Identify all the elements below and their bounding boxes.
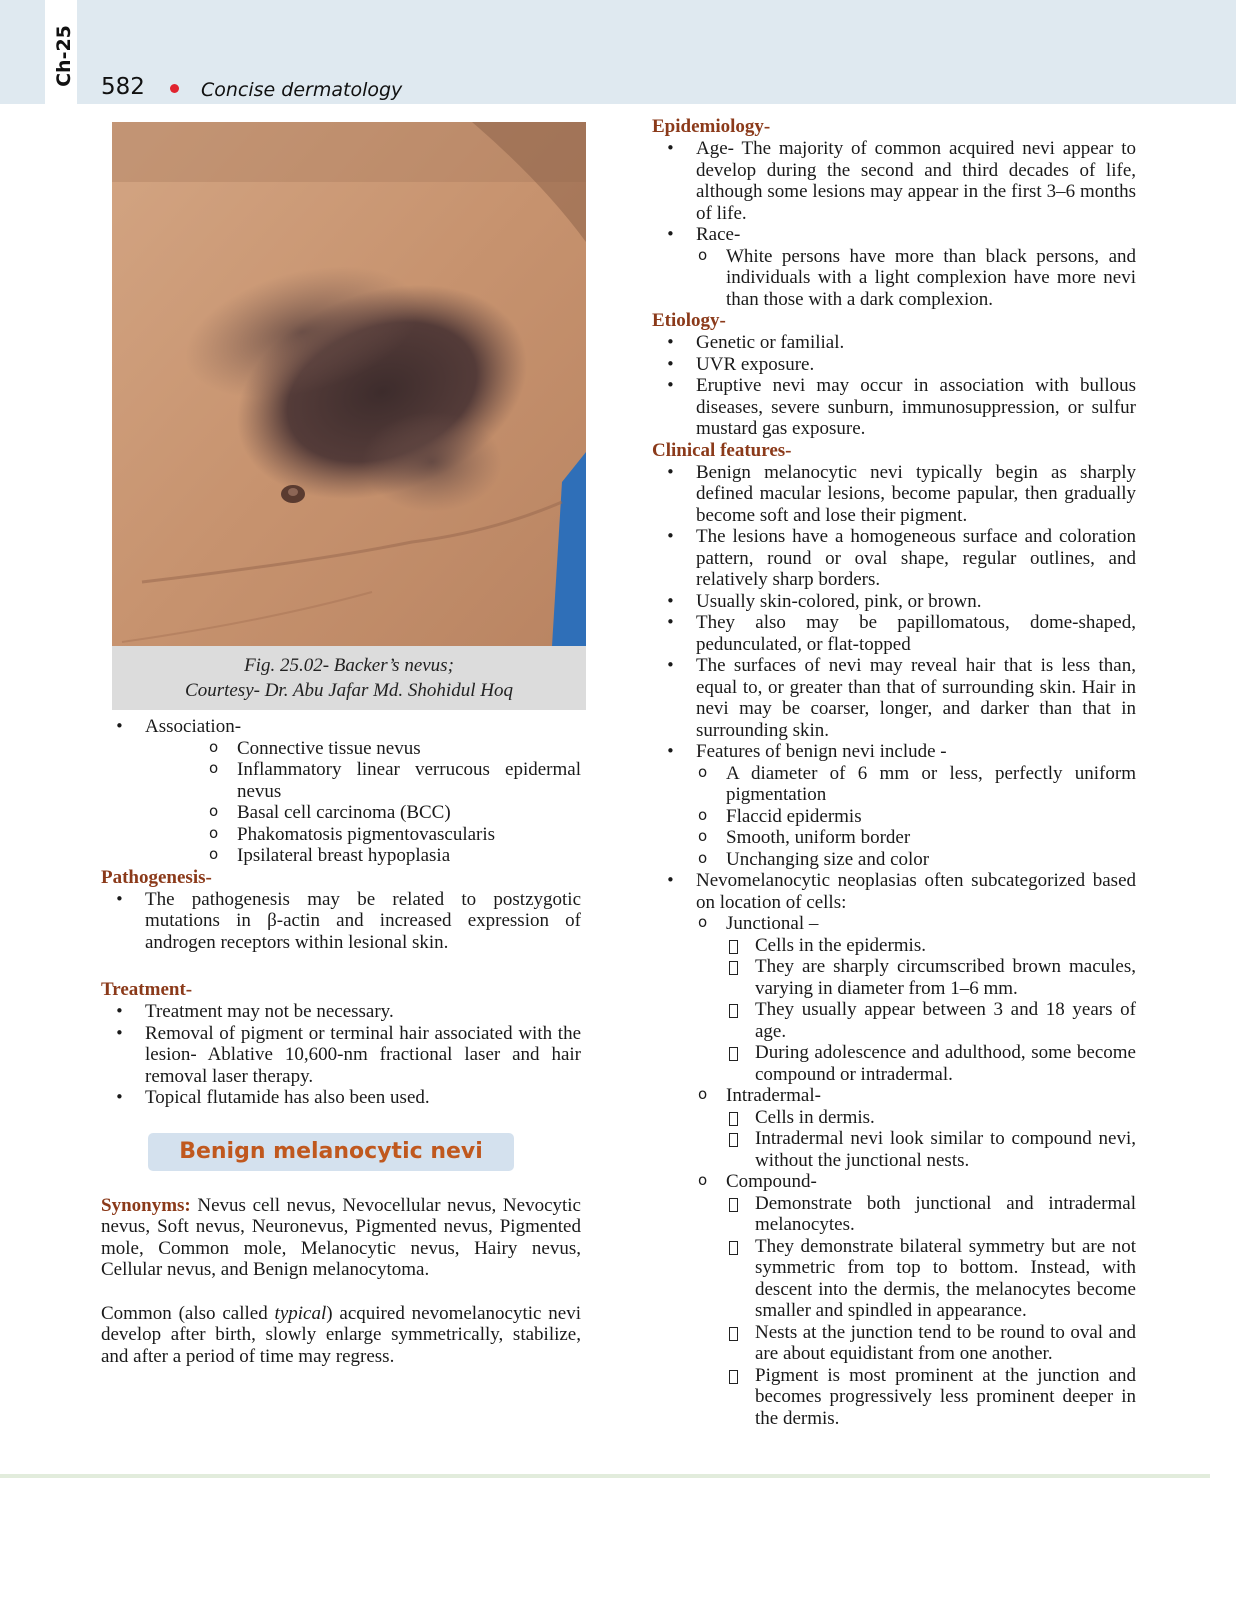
junctional-label: Junctional – bbox=[726, 913, 819, 934]
race-sublist bbox=[696, 246, 1136, 311]
clinical-features-list bbox=[652, 462, 1136, 1430]
list-item: o Phakomatosis pigmentovascularis bbox=[207, 824, 581, 846]
list-item: They are sharply circumscribed brown macules, varying in diameter from 1–6 mm. bbox=[726, 956, 1136, 999]
list-item: o White persons have more than black persons, and individuals with a light complexion have more nevi than those with a dark complexion. bbox=[696, 246, 1136, 311]
list-item: o Connective tissue nevus bbox=[207, 738, 581, 760]
list-item: • The lesions have a homogeneous surface and coloration pattern, round or oval shape, regular outlines, and relatively sharp borders. bbox=[652, 526, 1136, 591]
pathogenesis-list bbox=[101, 889, 581, 954]
association-list bbox=[101, 716, 581, 867]
figure bbox=[112, 122, 586, 710]
list-item: o Unchanging size and color bbox=[696, 849, 1136, 871]
list-item: o Smooth, uniform border bbox=[696, 827, 1136, 849]
list-item: They demonstrate bilateral symmetry but are not symmetric from top to bottom. Instead, with descent into the dermis, the melanocytes become smaller and spindled in appearance. bbox=[726, 1236, 1136, 1322]
association-sublist bbox=[207, 738, 581, 867]
junctional-list bbox=[726, 935, 1136, 1086]
list-item: • The surfaces of nevi may reveal hair that is less than, equal to, or greater than that of surrounding skin. Hair in nevi may be coarser, longer, and darker than that in surrounding skin. bbox=[652, 655, 1136, 741]
list-item: • Treatment may not be necessary. bbox=[101, 1001, 581, 1023]
list-item: • Usually skin-colored, pink, or brown. bbox=[652, 591, 1136, 613]
list-item: Cells in the epidermis. bbox=[726, 935, 1136, 957]
list-item: o Basal cell carcinoma (BCC) bbox=[207, 802, 581, 824]
common-nevi-paragraph bbox=[101, 1303, 581, 1368]
list-item: • Removal of pigment or terminal hair associated with the lesion- Ablative 10,600-nm fractional laser and hair removal laser therapy. bbox=[101, 1023, 581, 1088]
list-item: • Genetic or familial. bbox=[652, 332, 1136, 354]
clinical-features-heading: Clinical features- bbox=[652, 439, 792, 461]
treatment-heading: Treatment- bbox=[101, 979, 193, 1000]
intradermal-label: Intradermal- bbox=[726, 1085, 821, 1106]
features-sublist bbox=[696, 763, 1136, 871]
beckers-nevus-photo-illustration bbox=[112, 122, 586, 646]
compound-label: Compound- bbox=[726, 1171, 817, 1192]
common-text-pre: Common (also called bbox=[101, 1302, 275, 1324]
list-item bbox=[696, 1171, 1136, 1429]
list-item: o Flaccid epidermis bbox=[696, 806, 1136, 828]
list-item: • Benign melanocytic nevi typically begin as sharply defined macular lesions, become papular, then gradually become soft and lose their pigment. bbox=[652, 462, 1136, 527]
right-column bbox=[652, 116, 1136, 1429]
list-item: o Ipsilateral breast hypoplasia bbox=[207, 845, 581, 867]
neoplasia-sublist bbox=[696, 913, 1136, 1429]
race-label: Race- bbox=[696, 224, 741, 245]
list-item: Cells in dermis. bbox=[726, 1107, 1136, 1129]
book-title: Concise dermatology bbox=[201, 79, 403, 101]
list-item: o Inflammatory linear verrucous epidermal nevus bbox=[207, 759, 581, 802]
list-item: Intradermal nevi look similar to compound nevi, without the junctional nests. bbox=[726, 1128, 1136, 1171]
association-label: Association- bbox=[145, 716, 242, 737]
list-item: • They also may be papillomatous, dome-shaped, pedunculated, or flat-topped bbox=[652, 612, 1136, 655]
list-item: During adolescence and adulthood, some become compound or intradermal. bbox=[726, 1042, 1136, 1085]
chapter-tab-label: Ch-25 bbox=[53, 25, 75, 87]
etiology-list bbox=[652, 332, 1136, 440]
list-item bbox=[696, 1085, 1136, 1171]
synonyms-paragraph bbox=[101, 1195, 581, 1281]
list-item: o A diameter of 6 mm or less, perfectly uniform pigmentation bbox=[696, 763, 1136, 806]
list-item: Pigment is most prominent at the junction and becomes progressively less prominent deeper in the dermis. bbox=[726, 1365, 1136, 1430]
synonyms-label: Synonyms: bbox=[101, 1194, 191, 1216]
list-item: • UVR exposure. bbox=[652, 354, 1136, 376]
list-item: Demonstrate both junctional and intradermal melanocytes. bbox=[726, 1193, 1136, 1236]
footer-divider bbox=[0, 1474, 1210, 1478]
left-column bbox=[101, 716, 581, 1367]
figure-caption bbox=[112, 646, 586, 710]
pathogenesis-heading: Pathogenesis- bbox=[101, 866, 212, 888]
list-item bbox=[652, 741, 1136, 870]
common-text-italic: typical bbox=[274, 1302, 327, 1324]
synonyms-text: Nevus cell nevus, Nevocellular nevus, Nevocytic nevus, Soft nevus, Neuronevus, Pigmented nevus, Pigmented mole, Common mole, Melanocytic nevus, Hairy nevus, Cellular nevus, and Benign melanocytoma. bbox=[101, 1194, 581, 1280]
epidemiology-list bbox=[652, 138, 1136, 310]
list-item: • Eruptive nevi may occur in association with bullous diseases, severe sunburn, immunosuppression, or sulfur mustard gas exposure. bbox=[652, 375, 1136, 440]
page-header bbox=[0, 0, 1236, 104]
bullet-dot-icon bbox=[170, 84, 179, 93]
compound-list bbox=[726, 1193, 1136, 1430]
list-item bbox=[652, 224, 1136, 310]
common-text-post: ) acquired nevomelanocytic nevi develop after birth, slowly enlarge symmetrically, stabilize, and after a period of time may regress. bbox=[101, 1302, 581, 1367]
list-item: • Age- The majority of common acquired nevi appear to develop during the second and third decades of life, although some lesions may appear in the first 3–6 months of life. bbox=[652, 138, 1136, 224]
intradermal-list bbox=[726, 1107, 1136, 1172]
list-item: They usually appear between 3 and 18 years of age. bbox=[726, 999, 1136, 1042]
list-item bbox=[696, 913, 1136, 1085]
figure-caption-line-2: Courtesy- Dr. Abu Jafar Md. Shohidul Hoq bbox=[185, 680, 513, 701]
figure-caption-line-1: Fig. 25.02- Backer’s nevus; bbox=[244, 655, 454, 676]
list-item: • Topical flutamide has also been used. bbox=[101, 1087, 581, 1109]
epidemiology-heading: Epidemiology- bbox=[652, 116, 771, 137]
list-item: Nests at the junction tend to be round to oval and are about equidistant from one another. bbox=[726, 1322, 1136, 1365]
page-number: 582 bbox=[101, 74, 145, 100]
list-item bbox=[101, 716, 581, 867]
treatment-list bbox=[101, 1001, 581, 1109]
etiology-heading: Etiology- bbox=[652, 310, 726, 331]
list-item bbox=[652, 870, 1136, 1429]
section-title-banner: Benign melanocytic nevi bbox=[148, 1133, 514, 1171]
features-label: Features of benign nevi include - bbox=[696, 741, 947, 762]
list-item: • The pathogenesis may be related to postzygotic mutations in β-actin and increased expression of androgen receptors within lesional skin. bbox=[101, 889, 581, 954]
clinical-photo bbox=[112, 122, 586, 646]
neoplasia-label: Nevomelanocytic neoplasias often subcategorized based on location of cells: bbox=[696, 870, 1136, 913]
